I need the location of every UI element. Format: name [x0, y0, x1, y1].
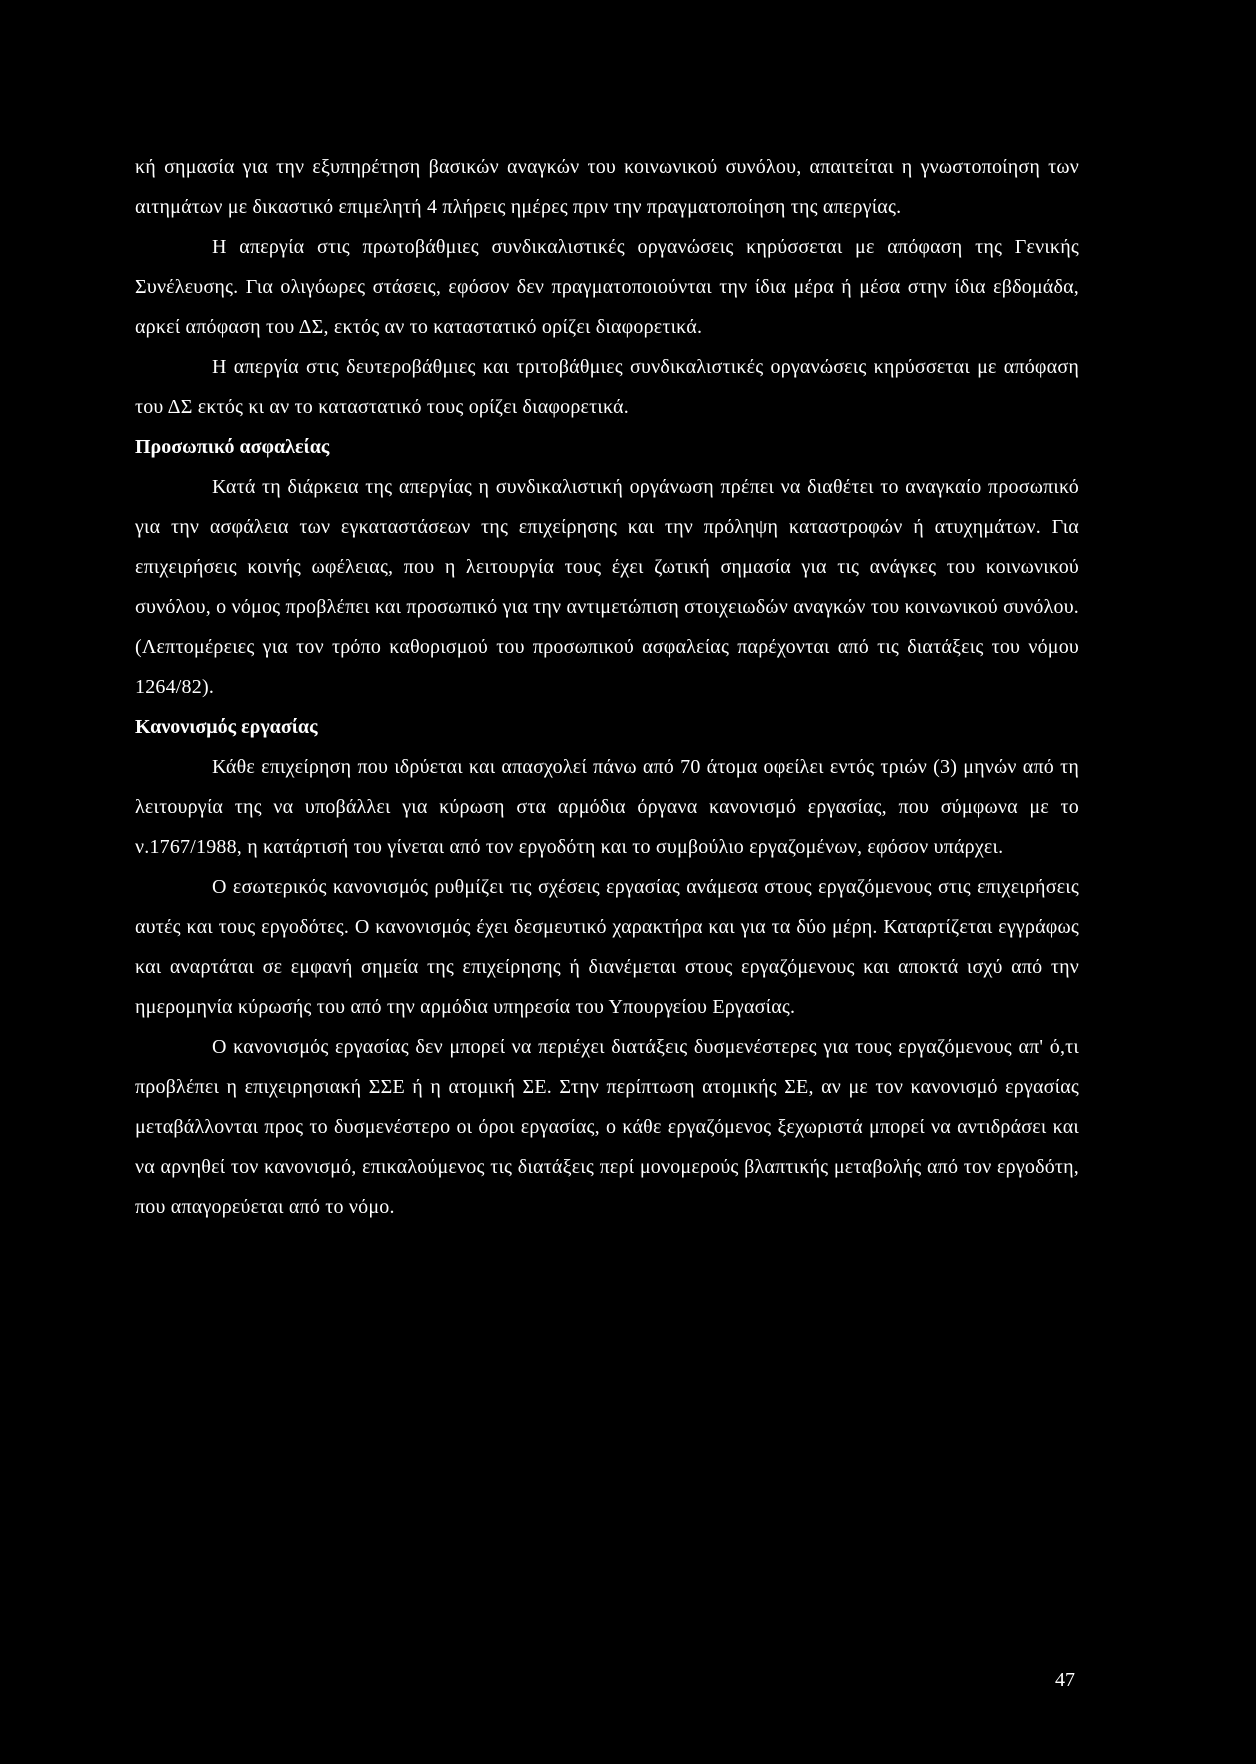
page-body — [135, 147, 1079, 1227]
page-number: 47 — [1055, 1669, 1075, 1691]
paragraph-primary-unions: Η απεργία στις πρωτοβάθμιες συνδικαλιστικές οργανώσεις κηρύσσεται με απόφαση της Γενικής Συνέλευσης. Για ολιγόωρες στάσεις, εφόσον δεν πραγματοποιούνται την ίδια μέρα ή μέσα στην ίδια εβδομάδα, αρκεί απόφαση του ΔΣ, εκτός αν το καταστατικό ορίζει διαφορετικά. — [135, 236, 1079, 338]
paragraph-regulation-internal: Ο εσωτερικός κανονισμός ρυθμίζει τις σχέσεις εργασίας ανάμεσα στους εργαζόμενους στις επιχειρήσεις αυτές και τους εργοδότες. Ο κανονισμός έχει δεσμευτικό χαρακτήρα και για τα δύο μέρη. Καταρτίζεται εγγράφως και αναρτάται σε εμφανή σημεία της επιχείρησης ή διανέμεται στους εργαζόμενους και αποκτά ισχύ από την ημερομηνία κύρωσής του από την αρμόδια υπηρεσία του Υπουργείου Εργασίας. — [135, 876, 1079, 1018]
paragraph-regulation-obligation: Κάθε επιχείρηση που ιδρύεται και απασχολεί πάνω από 70 άτομα οφείλει εντός τριών (3) μηνών από τη λειτουργία της να υποβάλλει για κύρωση στα αρμόδια όργανα κανονισμό εργασίας, που σύμφωνα με το ν.1767/1988, η κατάρτισή του γίνεται από τον εργοδότη και το συμβούλιο εργαζομένων, εφόσον υπάρχει. — [135, 756, 1079, 858]
paragraph-continuation: κή σημασία για την εξυπηρέτηση βασικών αναγκών του κοινωνικού συνόλου, απαιτείται η γνωστοποίηση των αιτημάτων με δικαστικό επιμελητή 4 πλήρεις ημέρες πριν την πραγματοποίηση της απεργίας. — [135, 156, 1079, 218]
paragraph-secondary-unions: Η απεργία στις δευτεροβάθμιες και τριτοβάθμιες συνδικαλιστικές οργανώσεις κηρύσσεται με απόφαση του ΔΣ εκτός κι αν το καταστατικό τους ορίζει διαφορετικά. — [135, 356, 1079, 418]
paragraph-regulation-limits: Ο κανονισμός εργασίας δεν μπορεί να περιέχει διατάξεις δυσμενέστερες για τους εργαζόμενους απ' ό,τι προβλέπει η επιχειρησιακή ΣΣΕ ή η ατομική ΣΕ. Στην περίπτωση ατομικής ΣΕ, αν με τον κανονισμό εργασίας μεταβάλλονται προς το δυσμενέστερο οι όροι εργασίας, ο κάθε εργαζόμενος ξεχωριστά μπορεί να αντιδράσει και να αρνηθεί τον κανονισμό, επικαλούμενος τις διατάξεις περί μονομερούς βλαπτικής μεταβολής από τον εργοδότη, που απαγορεύεται από το νόμο. — [135, 1036, 1079, 1218]
paragraph-safety-personnel: Κατά τη διάρκεια της απεργίας η συνδικαλιστική οργάνωση πρέπει να διαθέτει το αναγκαίο προσωπικό για την ασφάλεια των εγκαταστάσεων της επιχείρησης και την πρόληψη καταστροφών ή ατυχημάτων. Για επιχειρήσεις κοινής ωφέλειας, που η λειτουργία τους έχει ζωτική σημασία για τις ανάγκες του κοινωνικού συνόλου, ο νόμος προβλέπει και προσωπικό για την αντιμετώπιση στοιχειωδών αναγκών του κοινωνικού συνόλου. (Λεπτομέρειες για τον τρόπο καθορισμού του προσωπικού ασφαλείας παρέχονται από τις διατάξεις του νόμου 1264/82). — [135, 476, 1079, 698]
heading-safety-personnel: Προσωπικό ασφαλείας — [135, 436, 330, 458]
heading-work-regulation: Κανονισμός εργασίας — [135, 716, 318, 738]
